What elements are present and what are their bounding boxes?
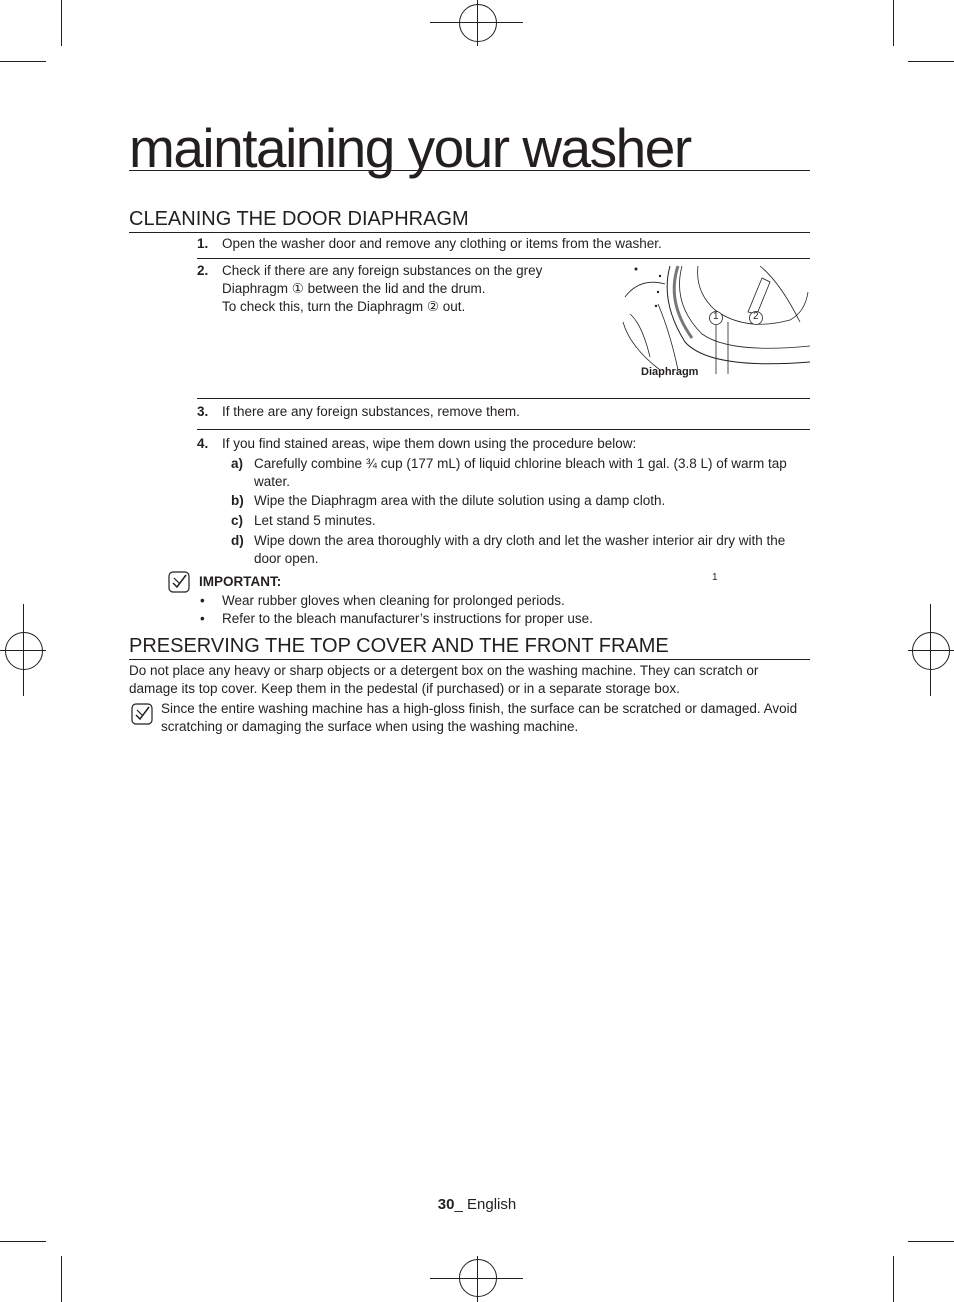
step-number: 2. <box>197 263 209 278</box>
step-text: To check this, turn the Diaphragm ② out. <box>222 299 466 314</box>
section-heading-preserving-top-cover: PRESERVING THE TOP COVER AND THE FRONT FRAME <box>129 634 810 660</box>
divider <box>197 258 810 259</box>
substep-letter: d) <box>231 533 244 548</box>
step-number: 3. <box>197 404 209 419</box>
step-text: If there are any foreign substances, remove them. <box>222 404 520 419</box>
important-bullet-text: Refer to the bleach manufacturer’s instructions for proper use. <box>222 611 593 626</box>
crop-mark <box>0 1241 46 1242</box>
step-number: 1. <box>197 236 209 251</box>
crop-mark <box>893 0 894 46</box>
page-number: 30 <box>437 1196 455 1213</box>
crop-mark <box>0 61 46 62</box>
step-text: Open the washer door and remove any clothing or items from the washer. <box>222 236 662 251</box>
step-text: Check if there are any foreign substances on the grey <box>222 263 543 278</box>
divider <box>197 429 810 430</box>
section2-paragraph: Do not place any heavy or sharp objects or a detergent box on the washing machine. They can scratch or damage its top cover. Keep them in the pedestal (if purchased) or in a separate storage box. <box>129 663 759 696</box>
substep-text: Wipe down the area thoroughly with a dry cloth and let the washer interior air dry with the door open. <box>254 533 786 566</box>
step-number: 4. <box>197 436 209 451</box>
footer-separator: _ <box>454 1196 463 1213</box>
callout-2: 2 <box>753 311 759 322</box>
note-icon <box>168 571 190 593</box>
section2-note: Since the entire washing machine has a high-gloss finish, the surface can be scratched or damaged. Avoid scratching or damaging the surface when using the washing machine. <box>161 701 798 734</box>
crop-mark <box>908 1241 954 1242</box>
note-icon <box>131 703 153 725</box>
crop-mark <box>61 1256 62 1302</box>
crop-mark <box>893 1256 894 1302</box>
substep-text: Let stand 5 minutes. <box>254 513 376 528</box>
important-label: IMPORTANT: <box>199 574 282 589</box>
section-heading-cleaning-door-diaphragm: CLEANING THE DOOR DIAPHRAGM <box>129 207 810 233</box>
substep-text: Wipe the Diaphragm area with the dilute solution using a damp cloth. <box>254 493 666 508</box>
crop-mark <box>908 61 954 62</box>
important-bullet: • <box>200 593 205 608</box>
divider <box>197 398 810 399</box>
step-text: If you find stained areas, wipe them down using the procedure below: <box>222 436 637 451</box>
footer-language: English <box>467 1196 517 1213</box>
substep-letter: b) <box>231 493 244 508</box>
callout-1: 1 <box>712 572 718 583</box>
callout-1: 1 <box>713 311 719 322</box>
substep-letter: c) <box>231 513 244 528</box>
diaphragm-label: Diaphragm <box>641 366 699 378</box>
page-footer <box>0 1196 954 1213</box>
important-bullet: • <box>200 611 205 626</box>
substep-text: Carefully combine ¾ cup (177 mL) of liquid chlorine bleach with 1 gal. (3.8 L) of warm tap water. <box>254 456 787 489</box>
step-text: Diaphragm ① between the lid and the drum. <box>222 281 486 296</box>
important-bullet-text: Wear rubber gloves when cleaning for prolonged periods. <box>222 593 565 608</box>
page-title: maintaining your washer <box>129 118 810 171</box>
crop-mark <box>61 0 62 46</box>
substep-letter: a) <box>231 456 244 471</box>
